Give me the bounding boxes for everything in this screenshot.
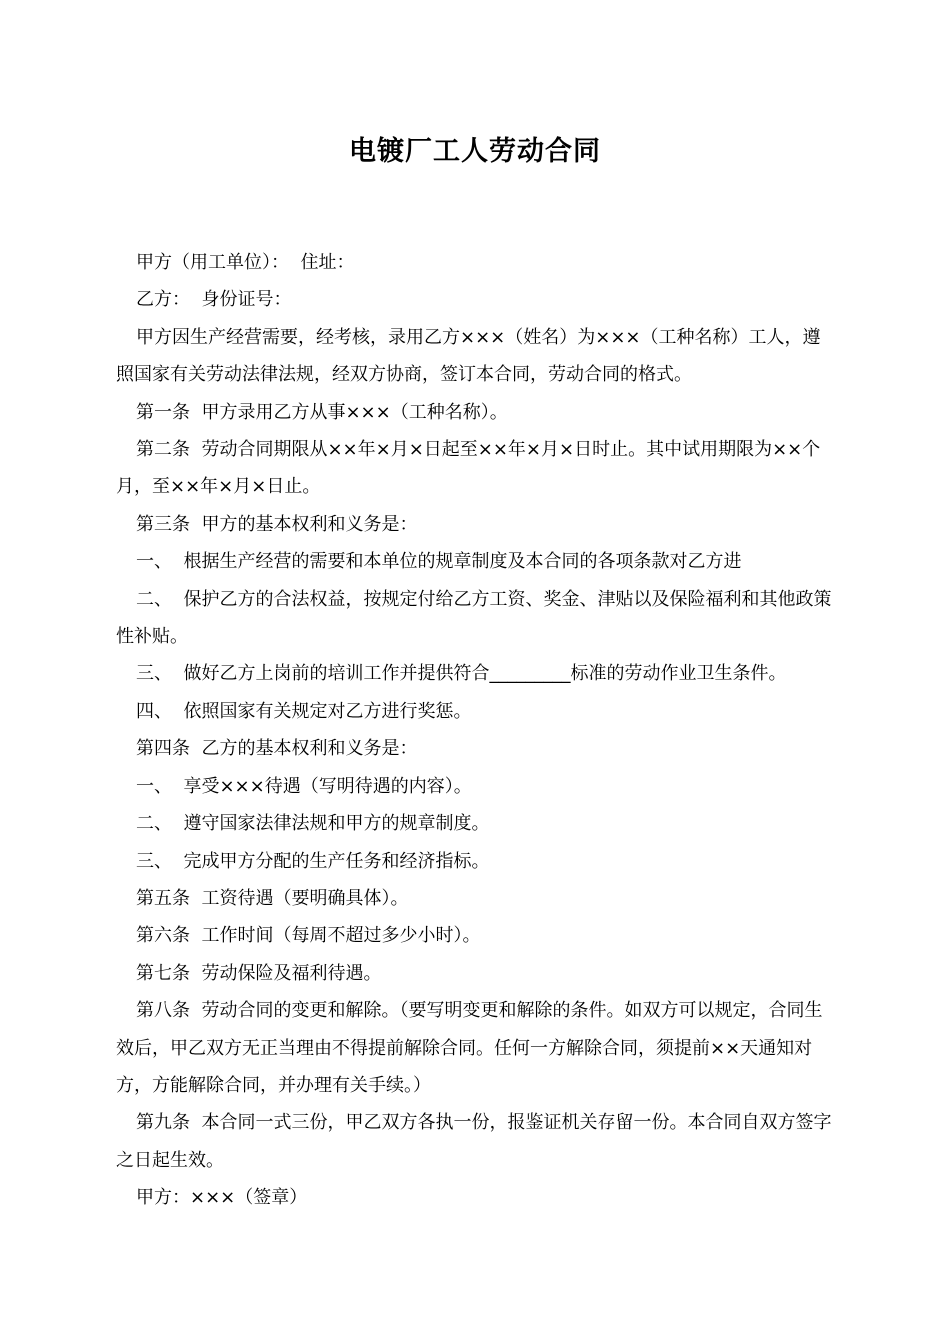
document-title: 电镀厂工人劳动合同: [349, 136, 601, 167]
signature-line: 甲方：×××（签章）: [136, 1187, 308, 1209]
article-4-item-3: 三、 完成甲方分配的生产任务和经济指标。: [136, 850, 490, 872]
article-7: 第七条 劳动保险及福利待遇。: [136, 962, 382, 984]
article-4: 第四条 乙方的基本权利和义务是：: [136, 738, 418, 760]
article-5: 第五条 工资待遇（要明确具体）。: [136, 887, 409, 909]
article-3-item-3: 三、 做好乙方上岗前的培训工作并提供符合_________标准的劳动作业卫生条件。: [136, 663, 787, 685]
document-body: [116, 244, 836, 1217]
party-b-line: 乙方： 身份证号：: [136, 289, 292, 311]
party-a-line: 甲方（用工单位）： 住址：: [136, 252, 355, 273]
article-6: 第六条 工作时间（每周不超过多少小时）。: [136, 925, 481, 947]
article-3: 第三条 甲方的基本权利和义务是：: [136, 513, 418, 535]
article-3-item-1: 一、 根据生产经营的需要和本单位的规章制度及本合同的各项条款对乙方进: [136, 551, 742, 573]
article-3-item-4: 四、 依照国家有关规定对乙方进行奖惩。: [136, 700, 472, 722]
article-9: 第九条 本合同一式三份，甲乙双方各执一份，报鉴证机关存留一份。本合同自双方签字之日起生效。: [116, 1112, 832, 1171]
preamble-paragraph: 甲方因生产经营需要，经考核，录用乙方×××（姓名）为×××（工种名称）工人，遵照国家有关劳动法律法规，经双方协商，签订本合同，劳动合同的格式。: [116, 326, 821, 386]
article-1: 第一条 甲方录用乙方从事×××（工种名称）。: [136, 401, 508, 423]
article-4-item-2: 二、 遵守国家法律法规和甲方的规章制度。: [136, 813, 490, 835]
article-4-item-1: 一、 享受×××待遇（写明待遇的内容）。: [136, 775, 472, 797]
article-3-item-2: 二、 保护乙方的合法权益，按规定付给乙方工资、奖金、津贴以及保险福利和其他政策性补贴。: [116, 588, 832, 648]
article-2: 第二条 劳动合同期限从××年×月×日起至××年×月×日时止。其中试用期限为××个月，至××年×月×日止。: [116, 439, 821, 498]
article-8: 第八条 劳动合同的变更和解除。（要写明变更和解除的条件。如双方可以规定，合同生效后，甲乙双方无正当理由不得提前解除合同。任何一方解除合同，须提前××天通知对方，方能解除合同，并办理有关手续。）: [116, 1000, 823, 1096]
